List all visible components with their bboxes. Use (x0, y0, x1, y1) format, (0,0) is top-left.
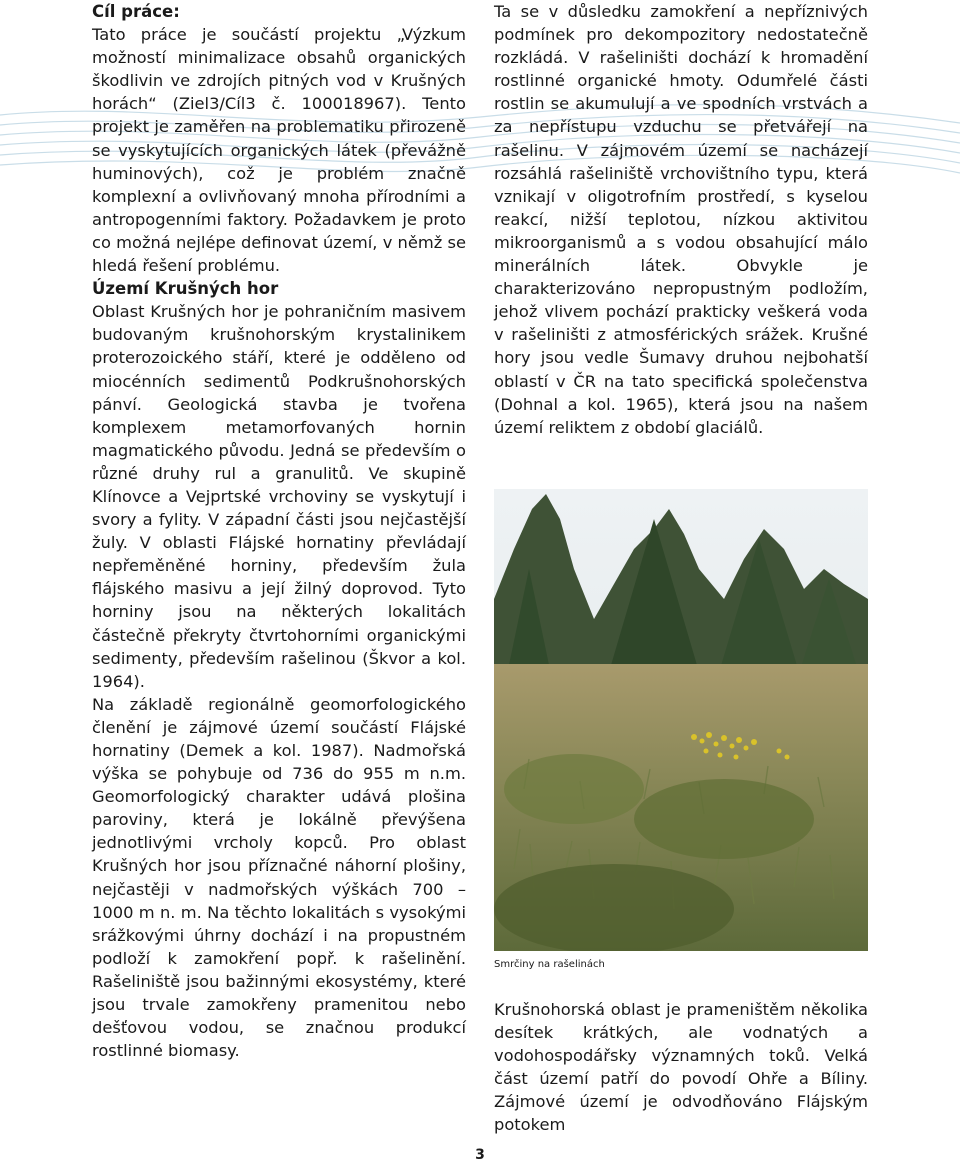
page-number: 3 (475, 1147, 485, 1163)
photo-caption: Smrčiny na rašelinách (494, 959, 605, 970)
goal-paragraph: Tato práce je součástí projektu „Výzkum možností minimalizace obsahů organických škodlivin ve zdrojích pitných vod v Krušných horách“ (Ziel3/Cíl3 č. 100018967). Tento projekt je zaměřen na problematiku přirozeně se vyskytujících organických látek (převážně huminových), což je problém značně komplexní a ovlivňovaný mnoha přírodními a antropogenními faktory. Požadavkem je proto co možná nejlépe definovat území, v němž se hledá řešení problému. (92, 25, 466, 276)
area-heading: Území Krušných hor (92, 279, 279, 299)
left-column (92, 0, 466, 1062)
right-column-bottom (494, 998, 868, 1137)
spruce-forest-photo (494, 489, 868, 951)
area-paragraph-geomorphology: Na základě regionálně geomorfologického členění je zájmové území součástí Flájské hornatiny (Demek a kol. 1987). Nadmořská výška se pohybuje od 736 do 955 m n.m. Geomorfologický charakter udává plošina paroviny, která je lokálně převýšena jednotlivými vrcholy kopců. Pro oblast Krušných hor jsou příznačné náhorní plošiny, nejčastěji v nadmořských výškách 700 – 1000 m n. m. Na těchto lokalitách s vysokými srážkovými úhrny dochází i na propustném podloží k zamokření popř. k rašelinění. Rašeliniště jsou bažinnými ekosystémy, které jsou trvale zamokřeny pramenitou nebo dešťovou vodou, se značnou produkcí rostlinné biomasy. (92, 694, 466, 1061)
peat-bog-paragraph: Ta se v důsledku zamokření a nepříznivých podmínek pro dekompozitory nedostatečně rozkládá. V rašeliništi dochází k hromadění rostlinné organické hmoty. Odumřelé části rostlin se akumulují a ve spodních vrstvách a za nepřístupu vzduchu se přetvářejí na rašelinu. V zájmovém území se nacházejí rozsáhlá rašeliniště vrchovištního typu, která vznikají v oligotrofním prostředí, s kyselou reakcí, nižší teplotou, nízkou aktivitou mikroorganismů a s vodou obsahující málo minerálních látek. Obvykle je charakterizováno nepropustným podložím, jehož vlivem pochází prakticky veškerá voda v rašeliništi z atmosférických srážek. Krušné hory jsou vedle Šumavy druhou nejbohatší oblastí v ČR na tato specifická společenstva (Dohnal a kol. 1965), která jsou na našem území reliktem z období glaciálů. (494, 2, 868, 437)
watershed-paragraph: Krušnohorská oblast je prameništěm několika desítek krátkých, ale vodnatých a vodohospodářsky významných toků. Velká část území patří do povodí Ohře a Bíliny. Zájmové území je odvodňováno Flájským potokem (494, 1000, 868, 1135)
right-column-top (494, 0, 868, 439)
area-paragraph-geology: Oblast Krušných hor je pohraničním masivem budovaným krušnohorským krystalinikem proterozoického stáří, které je odděleno od miocénních sedimentů Podkrušnohorských pánví. Geologická stavba je tvořena komplexem metamorfovaných hornin magmatického původu. Jedná se především o různé druhy rul a granulitů. Ve skupině Klínovce a Vejprtské vrchoviny se vyskytují i svory a fylity. V západní části jsou nejčastější žuly. V oblasti Flájské hornatiny převládají nepřeměněné horniny, především žula flájského masivu a její žilný doprovod. Tyto horniny jsou na některých lokalitách částečně překryty čtvrtohorními organickými sedimenty, především rašelinou (Škvor a kol. 1964). (92, 302, 466, 691)
goal-heading: Cíl práce: (92, 2, 180, 21)
